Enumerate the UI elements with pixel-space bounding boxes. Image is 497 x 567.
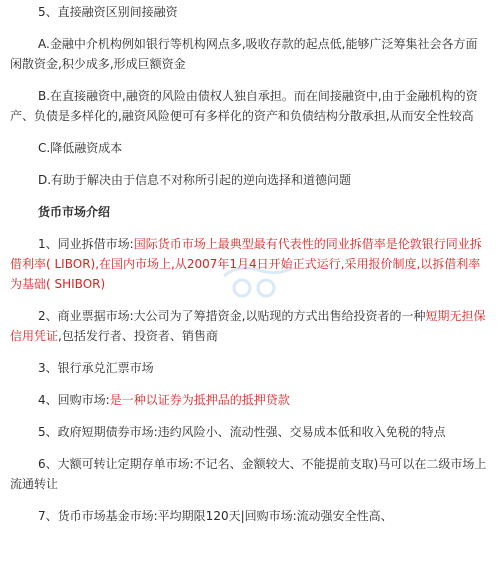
item-bank-acceptance: [10, 358, 487, 378]
item-treasury-bills: [10, 422, 487, 442]
point-d: [10, 170, 487, 190]
heading-text: 货币市场介绍: [38, 205, 111, 219]
point-b: [10, 86, 487, 126]
item-label: 5、政府短期债券市场:违约风险小、流动性强、交易成本低和收入免税的特点: [38, 425, 446, 439]
section-title-financing: [10, 2, 487, 22]
line-text: C.降低融资成本: [38, 141, 123, 155]
item-money-fund: [10, 506, 487, 526]
item-label: 4、回购市场:: [38, 393, 110, 407]
point-c: [10, 138, 487, 158]
item-label: 1、同业拆借市场:: [38, 237, 134, 251]
line-text: D.有助于解决由于信息不对称所引起的逆向选择和道德问题: [38, 173, 352, 187]
item-label: 2、商业票据市场:大公司为了筹措资金,以贴现的方式出售给投资者的一种: [38, 309, 426, 323]
item-tail: ,包括发行者、投资者、销售商: [58, 329, 218, 343]
item-label: 6、大额可转让定期存单市场:不记名、金额较大、不能提前支取)马可以在二级市场上流通转让: [10, 457, 487, 491]
highlight-text: 是一种以证券为抵押品的抵押贷款: [109, 393, 290, 407]
item-commercial-paper: [10, 306, 487, 346]
item-label: 3、银行承兑汇票市场: [38, 361, 154, 375]
item-label: 7、货币市场基金市场:平均期限120天|回购市场:流动强安全性高、: [38, 509, 393, 523]
highlight-text: 国际货币市场上最典型最有代表性的同业拆借率是伦敦银行同业拆借利率( LIBOR),在国内市场上,从2007年1月4日开始正式运行,采用报价制度,以拆借利率为基础( SHIBOR): [10, 237, 482, 291]
item-interbank-lending: [10, 234, 487, 294]
highlight-text: 短期无担保信用凭证: [10, 309, 486, 343]
item-repo-market: [10, 390, 487, 410]
line-text: 5、直接融资区别间接融资: [38, 5, 178, 19]
line-text: A.金融中介机构例如银行等机构网点多,吸收存款的起点低,能够广泛筹集社会各方面闲散资金,积少成多,形成巨额资金: [10, 37, 478, 71]
item-cd-market: [10, 454, 487, 494]
line-text: B.在直接融资中,融资的风险由债权人独自承担。而在间接融资中,由于金融机构的资产、负债是多样化的,融资风险便可有多样化的资产和负债结构分散承担,从而安全性较高: [10, 89, 478, 123]
section-heading-money-market: [10, 202, 487, 222]
point-a: [10, 34, 487, 74]
